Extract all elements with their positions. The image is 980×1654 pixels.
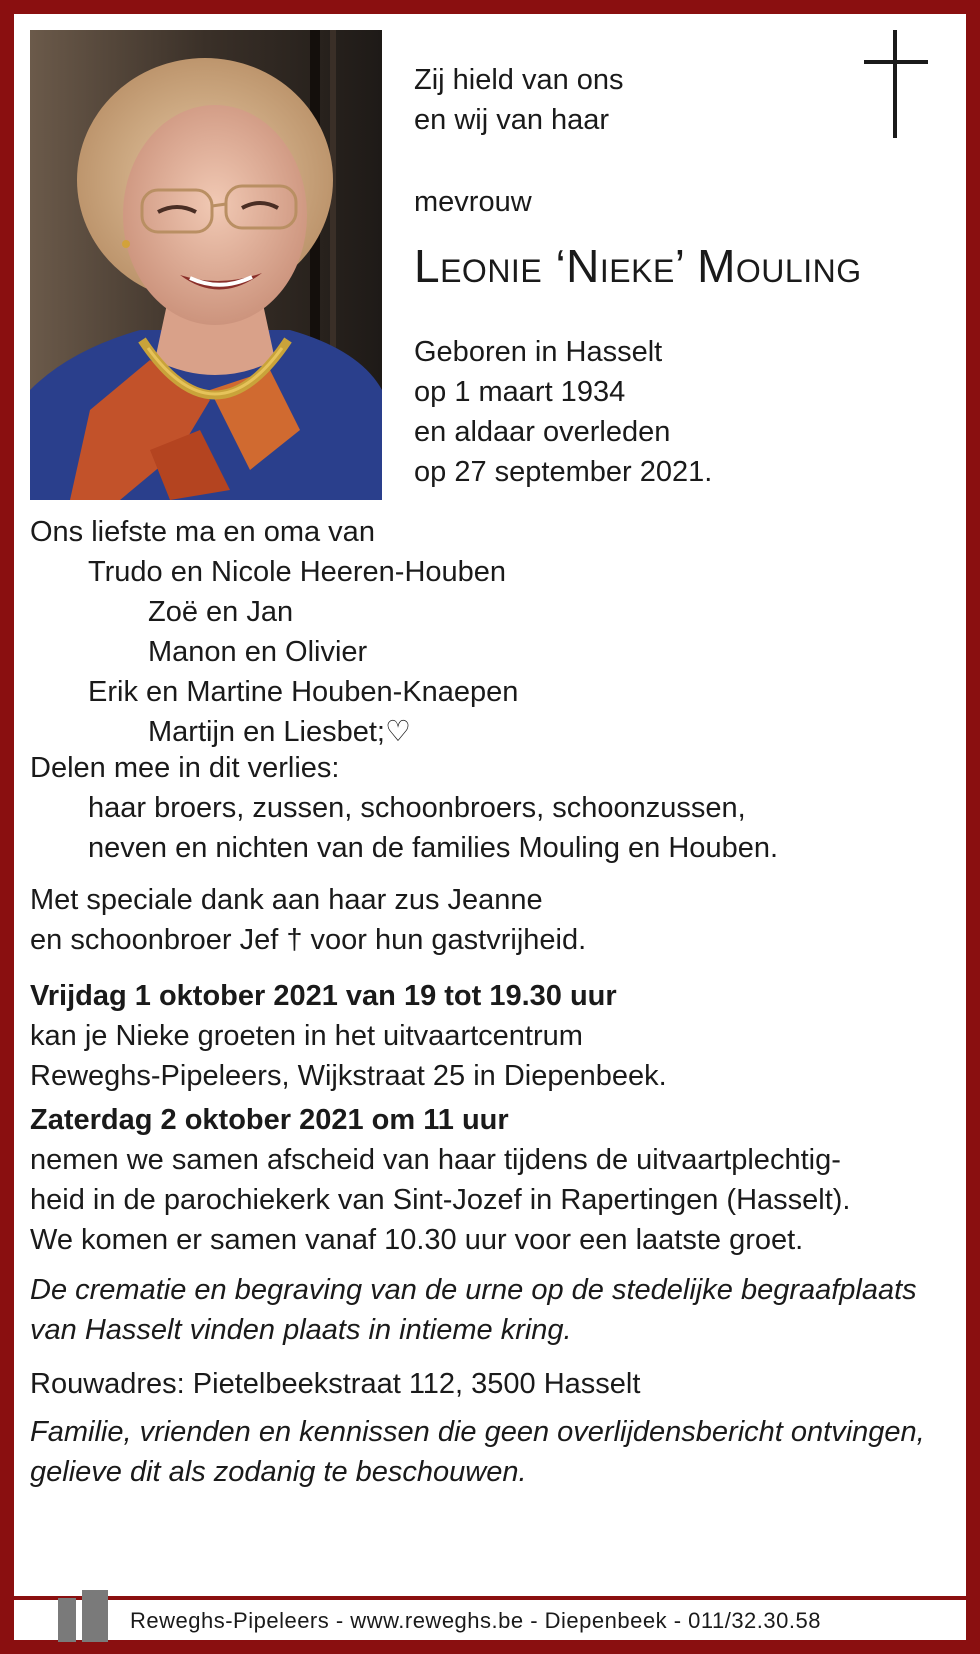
- cross-icon: [864, 30, 928, 138]
- born-line: op 1 maart 1934: [414, 376, 626, 408]
- cremation-line: De crematie en begraving van de urne op de stedelijke begraafplaats: [30, 1274, 917, 1306]
- thanks-line: Met speciale dank aan haar zus Jeanne: [30, 884, 543, 916]
- quote-line: en wij van haar: [414, 104, 610, 136]
- ceremony-when: Zaterdag 2 oktober 2021 om 11 uur: [30, 1104, 509, 1136]
- family-section: [30, 512, 518, 752]
- ceremony-line: We komen er samen vanaf 10.30 uur voor een laatste groet.: [30, 1224, 804, 1256]
- family-member: Erik en Martine Houben-Knaepen: [88, 676, 519, 708]
- birth-death-info: [414, 332, 712, 492]
- cremation-line: van Hasselt vinden plaats in intieme kring.: [30, 1314, 572, 1346]
- ceremony-line: heid in de parochiekerk van Sint-Jozef in Rapertingen (Hasselt).: [30, 1184, 851, 1216]
- born-line: op 27 september 2021.: [414, 456, 713, 488]
- family-member: Manon en Olivier: [148, 636, 368, 668]
- ceremony-line: nemen we samen afscheid van haar tijdens de uitvaartplechtig-: [30, 1144, 841, 1176]
- funeral-home-logo-icon: [56, 1590, 114, 1642]
- born-line: en aldaar overleden: [414, 416, 671, 448]
- visitation-line: Reweghs-Pipeleers, Wijkstraat 25 in Diepenbeek.: [30, 1060, 667, 1092]
- quote: [414, 60, 624, 140]
- footer: [14, 1596, 966, 1640]
- share-line: haar broers, zussen, schoonbroers, schoonzussen,: [88, 792, 746, 824]
- deceased-name: Leonie ‘Nieke’ Mouling: [414, 240, 862, 292]
- notice-line: Familie, vrienden en kennissen die geen overlijdensbericht ontvingen,: [30, 1416, 925, 1448]
- visitation-when: Vrijdag 1 oktober 2021 van 19 tot 19.30 uur: [30, 980, 617, 1012]
- mourning-address: Rouwadres: Pietelbeekstraat 112, 3500 Hasselt: [30, 1368, 641, 1400]
- share-line: neven en nichten van de families Mouling en Houben.: [88, 832, 779, 864]
- quote-line: Zij hield van ons: [414, 64, 624, 96]
- ceremony-section: [30, 1100, 850, 1260]
- visitation-section: [30, 976, 667, 1096]
- family-intro: Ons liefste ma en oma van: [30, 516, 375, 548]
- share-section: [30, 748, 778, 868]
- visitation-line: kan je Nieke groeten in het uitvaartcentrum: [30, 1020, 583, 1052]
- share-intro: Delen mee in dit verlies:: [30, 752, 340, 784]
- obituary-card: [14, 14, 966, 1596]
- family-member: Zoë en Jan: [148, 596, 294, 628]
- born-line: Geboren in Hasselt: [414, 336, 663, 368]
- thanks-line: en schoonbroer Jef † voor hun gastvrijheid.: [30, 924, 587, 956]
- notice: [30, 1412, 925, 1492]
- footer-text: Reweghs-Pipeleers - www.reweghs.be - Diepenbeek - 011/32.30.58: [130, 1608, 821, 1633]
- thanks-section: [30, 880, 586, 960]
- portrait-photo: [30, 30, 382, 500]
- family-member: Trudo en Nicole Heeren-Houben: [88, 556, 507, 588]
- family-member: Martijn en Liesbet;♡: [148, 716, 411, 748]
- notice-line: gelieve dit als zodanig te beschouwen.: [30, 1456, 527, 1488]
- cremation-note: [30, 1270, 917, 1350]
- salutation: mevrouw: [414, 186, 532, 218]
